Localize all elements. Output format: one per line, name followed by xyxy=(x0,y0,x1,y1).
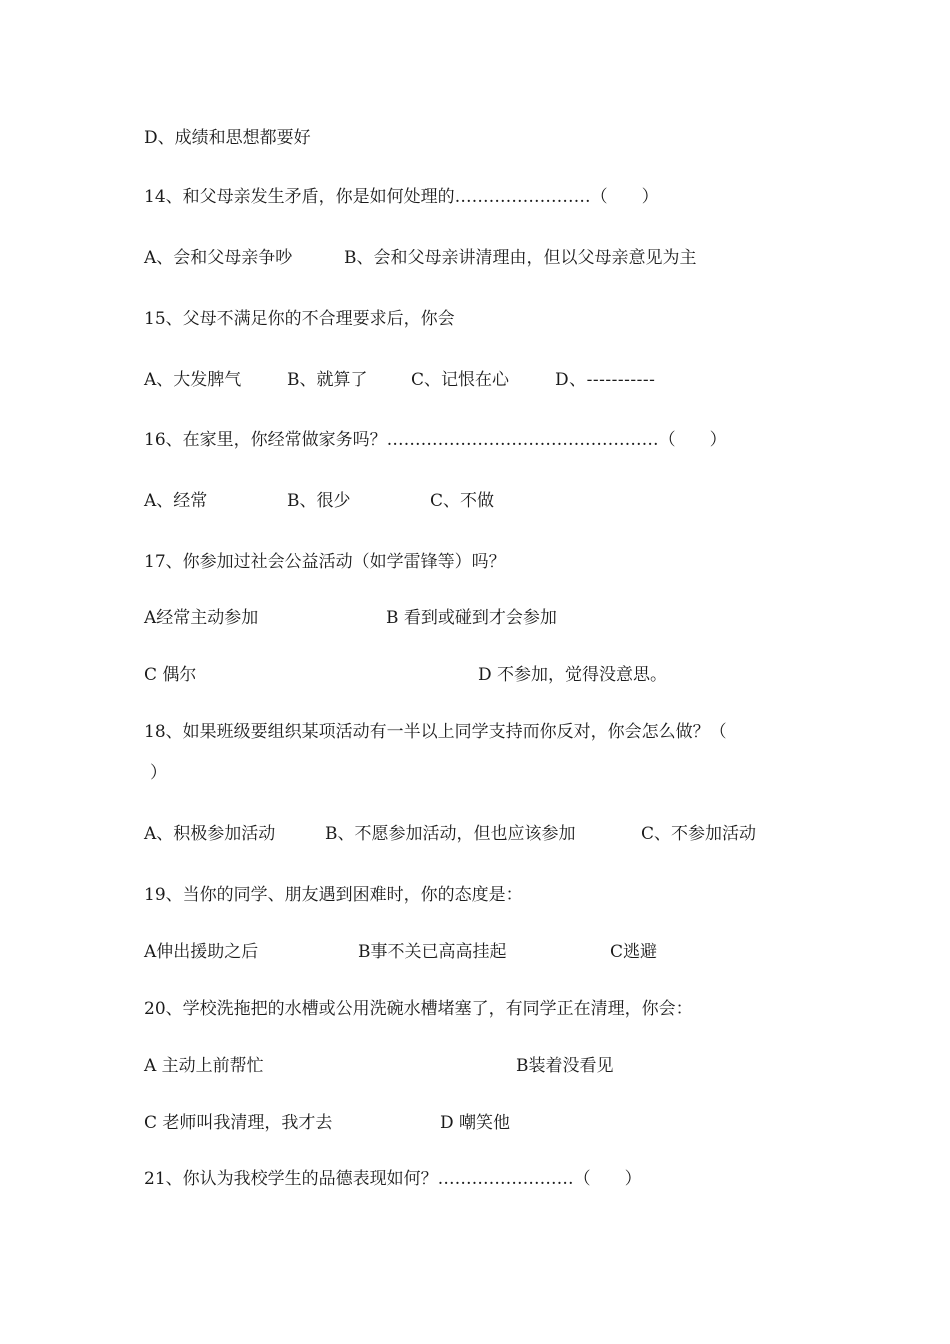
option-16-a: A、经常 xyxy=(144,491,208,511)
question-16: 16、在家里，你经常做家务吗？…………………………………………（ ） xyxy=(144,430,727,450)
option-19-b: B事不关已高高挂起 xyxy=(358,942,507,962)
question-14: 14、和父母亲发生矛盾，你是如何处理的……………………（ ） xyxy=(144,187,659,207)
options-16 xyxy=(144,490,844,512)
option-15-b: B、就算了 xyxy=(287,370,368,390)
question-21: 21、你认为我校学生的品德表现如何？……………………（ ） xyxy=(144,1169,642,1189)
options-14 xyxy=(144,247,844,269)
question-17: 17、你参加过社会公益活动（如学雷锋等）吗？ xyxy=(144,552,506,572)
option-line: D、成绩和思想都要好 xyxy=(144,128,311,148)
question-18: 18、如果班级要组织某项活动有一半以上同学支持而你反对，你会怎么做？（ xyxy=(144,722,727,742)
option-19-c: C逃避 xyxy=(610,942,658,962)
options-15 xyxy=(144,369,844,391)
option-20-d: D 嘲笑他 xyxy=(440,1113,511,1133)
option-20-b: B装着没看见 xyxy=(516,1056,614,1076)
options-19 xyxy=(144,941,844,963)
option-15-d: D、----------- xyxy=(555,370,656,390)
option-19-a: A伸出援助之后 xyxy=(144,942,259,962)
question-15: 15、父母不满足你的不合理要求后，你会 xyxy=(144,309,455,329)
options-20-row2 xyxy=(144,1112,844,1134)
option-20-c: C 老师叫我清理，我才去 xyxy=(144,1113,333,1133)
question-20: 20、学校洗拖把的水槽或公用洗碗水槽堵塞了，有同学正在清理，你会： xyxy=(144,999,693,1019)
option-16-b: B、很少 xyxy=(287,491,351,511)
option-18-b: B、不愿参加活动，但也应该参加 xyxy=(325,824,576,844)
question-18-continued: ） xyxy=(150,763,167,783)
option-14-a: A、会和父母亲争吵 xyxy=(144,248,293,268)
option-20-a: A 主动上前帮忙 xyxy=(144,1056,264,1076)
option-15-c: C、记恨在心 xyxy=(411,370,510,390)
options-17-row1 xyxy=(144,607,844,629)
option-18-a: A、积极参加活动 xyxy=(144,824,276,844)
question-19: 19、当你的同学、朋友遇到困难时，你的态度是： xyxy=(144,885,523,905)
option-16-c: C、不做 xyxy=(430,491,495,511)
option-17-c: C 偶尔 xyxy=(144,665,197,685)
option-18-c: C、不参加活动 xyxy=(641,824,757,844)
option-14-b: B、会和父母亲讲清理由，但以父母亲意见为主 xyxy=(344,248,697,268)
options-17-row2 xyxy=(144,664,844,686)
option-15-a: A、大发脾气 xyxy=(144,370,242,390)
options-20-row1 xyxy=(144,1055,844,1077)
option-17-d: D 不参加，觉得没意思。 xyxy=(478,665,668,685)
option-17-b: B 看到或碰到才会参加 xyxy=(386,608,557,628)
options-18 xyxy=(144,823,844,845)
option-17-a: A经常主动参加 xyxy=(144,608,259,628)
